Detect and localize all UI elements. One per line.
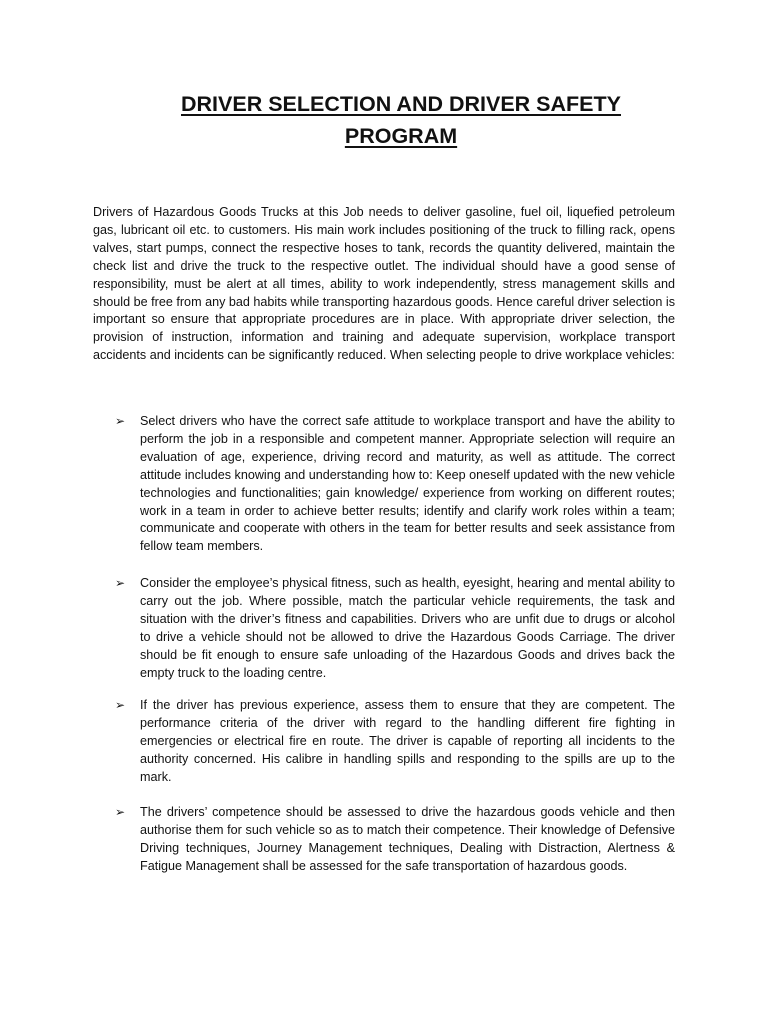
arrow-bullet-icon: ➢: [115, 698, 126, 712]
bullet-text: Consider the employee’s physical fitness, such as health, eyesight, hearing and mental ability to carry out the job. Where possible, match the particular vehicle requirements, the task and situation with the driver’s fitness and capabilities. Drivers who are unfit due to drugs or alcohol to drive a vehicle should not be allowed to drive the Hazardous Goods Carriage. The driver should be fit enough to ensure safe unloading of the Hazardous Goods and drives back the empty truck to the loading centre.: [140, 576, 675, 680]
arrow-bullet-icon: ➢: [115, 576, 126, 590]
bullet-item: [115, 575, 675, 682]
document-title-line-2: PROGRAM: [344, 124, 458, 148]
bullet-text: The drivers’ competence should be assessed to drive the hazardous goods vehicle and then authorise them for such vehicle so as to match their competence. Their knowledge of Defensive Driving techniques, Journey Management techniques, Dealing with Distraction, Alertness & Fatigue Management shall be assessed for the safe transportation of hazardous goods.: [140, 805, 675, 873]
document-title-line-1: DRIVER SELECTION AND DRIVER SAFETY: [181, 92, 621, 116]
bullet-item: [115, 804, 675, 876]
arrow-bullet-icon: ➢: [115, 414, 126, 428]
bullet-text: Select drivers who have the correct safe attitude to workplace transport and have the ability to perform the job in a responsible and competent manner. Appropriate selection will require an evaluation of age, experience, driving record and maturity, as well as attitude. The correct attitude includes knowing and understanding how to: Keep oneself updated with the new vehicle technologies and functionalities; gain knowledge/ experience from working on different routes; work in a team in order to achieve better results; identify and clarify work roles within a team; communicate and cooperate with others in the team for better results and seek assistance from fellow team members.: [140, 414, 675, 554]
bullet-item: [115, 413, 675, 556]
bullet-text: If the driver has previous experience, assess them to ensure that they are competent. The performance criteria of the driver with regard to the handling different fire fighting in emergencies or electrical fire en route. The driver is capable of reporting all incidents to the authority concerned. His calibre in handling spills and responding to the spills are up to the mark.: [140, 698, 675, 784]
bullet-item: [115, 697, 675, 787]
arrow-bullet-icon: ➢: [115, 805, 126, 819]
intro-paragraph: Drivers of Hazardous Goods Trucks at this Job needs to deliver gasoline, fuel oil, liquefied petroleum gas, lubricant oil etc. to customers. His main work includes positioning of the truck to filling rack, opens valves, start pumps, connect the respective hoses to tank, records the quantity delivered, maintain the check list and drive the truck to the respective outlet. The individual should have a good sense of responsibility, must be alert at all times, ability to work independently, stress management skills and should be free from any bad habits while transporting hazardous goods. Hence careful driver selection is important so ensure that appropriate procedures are in place. With appropriate driver selection, the provision of instruction, information and training and adequate supervision, workplace transport accidents and incidents can be significantly reduced. When selecting people to drive workplace vehicles:: [93, 205, 675, 363]
